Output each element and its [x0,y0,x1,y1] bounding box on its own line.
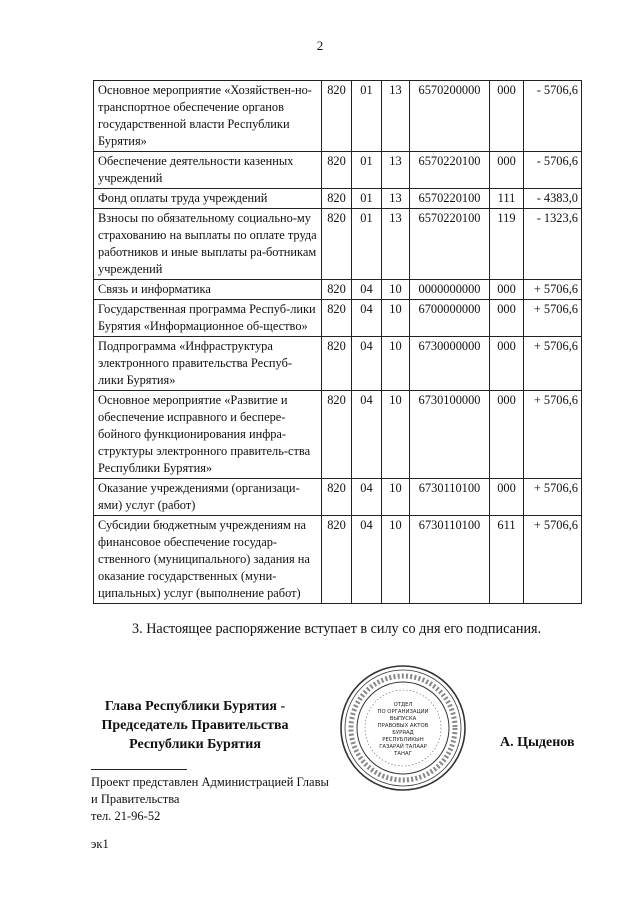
cell-amount: + 5706,6 [524,391,582,479]
table-row [94,152,582,189]
table-row [94,391,582,479]
cell-section: 04 [352,300,382,337]
budget-table [93,80,582,604]
cell-amount: + 5706,6 [524,337,582,391]
cell-name: Государственная программа Респуб-лики Бурятия «Информационное об-щество» [94,300,322,337]
cell-ved: 820 [322,391,352,479]
seal-line-6: РЕСПУБЛИКЫН [382,737,424,743]
cell-name: Оказание учреждениями (организаци-ями) услуг (работ) [94,479,322,516]
cell-name: Субсидии бюджетным учреждениям на финансовое обеспечение государ-ственного (муниципального) задания на оказание государственных (муни-ципальных) услуг (выполнение работ) [94,516,322,604]
signatory-title [96,697,294,754]
cell-name: Основное мероприятие «Развитие и обеспечение исправного и беспере-бойного функционирования инфра-структуры электронного правитель-ства Республики Бурятия» [94,391,322,479]
cell-target-article: 6730110100 [410,516,490,604]
cell-subsection: 10 [382,300,410,337]
cell-target-article: 6730100000 [410,391,490,479]
cell-subsection: 13 [382,152,410,189]
seal-line-2: ПО ОРГАНИЗАЦИИ [377,709,429,715]
paragraph-3: 3. Настоящее распоряжение вступает в силу со дня его подписания. [132,621,542,637]
table-row [94,81,582,152]
table-row [94,516,582,604]
footer-line-2: и Правительства [91,792,180,806]
cell-section: 04 [352,391,382,479]
cell-expense-type: 000 [490,337,524,391]
cell-name: Связь и информатика [94,280,322,300]
cell-target-article: 6570220100 [410,209,490,280]
cell-ved: 820 [322,479,352,516]
cell-subsection: 10 [382,516,410,604]
seal-line-5: БУРЯАД [392,730,414,736]
cell-target-article: 6700000000 [410,300,490,337]
cell-ved: 820 [322,81,352,152]
footer-divider [91,769,187,770]
cell-expense-type: 000 [490,81,524,152]
cell-amount: + 5706,6 [524,479,582,516]
cell-target-article: 6570220100 [410,152,490,189]
cell-amount: - 1323,6 [524,209,582,280]
cell-amount: + 5706,6 [524,280,582,300]
cell-subsection: 10 [382,479,410,516]
cell-expense-type: 119 [490,209,524,280]
cell-ved: 820 [322,152,352,189]
cell-name: Подпрограмма «Инфраструктура электронного правительства Респуб-лики Бурятия» [94,337,322,391]
cell-subsection: 13 [382,189,410,209]
page-number: 2 [316,38,324,53]
seal-line-7: ГАЗАРАЙ ТАЛААР [379,744,427,750]
seal-line-1: ОТДЕЛ [393,702,413,708]
cell-expense-type: 000 [490,300,524,337]
table-row [94,300,582,337]
cell-expense-type: 000 [490,479,524,516]
cell-section: 04 [352,516,382,604]
footer-line-1: Проект представлен Администрацией Главы [91,775,329,789]
cell-section: 04 [352,337,382,391]
signatory-name: А. Цыденов [500,735,575,750]
cell-subsection: 13 [382,81,410,152]
seal-line-3: ВЫПУСКА [389,716,417,722]
cell-ved: 820 [322,189,352,209]
footer-note [91,774,351,825]
cell-section: 04 [352,479,382,516]
cell-ved: 820 [322,516,352,604]
signatory-title-line-2: Председатель Правительства [101,718,289,733]
table-row [94,189,582,209]
cell-expense-type: 000 [490,391,524,479]
table-row [94,280,582,300]
cell-amount: - 4383,0 [524,189,582,209]
cell-amount: - 5706,6 [524,81,582,152]
table-row [94,209,582,280]
cell-section: 01 [352,152,382,189]
cell-expense-type: 000 [490,280,524,300]
cell-section: 04 [352,280,382,300]
cell-ved: 820 [322,337,352,391]
cell-subsection: 10 [382,337,410,391]
cell-section: 01 [352,189,382,209]
seal-line-4: ПРАВОВЫХ АКТОВ [377,723,429,729]
cell-expense-type: 111 [490,189,524,209]
cell-ved: 820 [322,209,352,280]
signatory-title-line-3: Республики Бурятия [129,737,261,752]
cell-name: Взносы по обязательному социально-му страхованию на выплаты по оплате труда работников и иные выплаты ра-ботникам учреждений [94,209,322,280]
cell-target-article: 6570220100 [410,189,490,209]
cell-target-article: 6730000000 [410,337,490,391]
signatory-title-line-1: Глава Республики Бурятия - [104,699,286,714]
cell-subsection: 10 [382,280,410,300]
cell-target-article: 6730110100 [410,479,490,516]
cell-section: 01 [352,81,382,152]
cell-ved: 820 [322,280,352,300]
table-row [94,337,582,391]
cell-target-article: 0000000000 [410,280,490,300]
cell-section: 01 [352,209,382,280]
cell-target-article: 6570200000 [410,81,490,152]
cell-ved: 820 [322,300,352,337]
cell-subsection: 13 [382,209,410,280]
cell-name: Фонд оплаты труда учреждений [94,189,322,209]
table-row [94,479,582,516]
cell-expense-type: 000 [490,152,524,189]
footer-line-3: тел. 21-96-52 [91,809,161,823]
document-code: эк1 [91,837,109,851]
official-seal-icon [338,663,468,793]
cell-amount: + 5706,6 [524,516,582,604]
cell-name: Основное мероприятие «Хозяйствен-но-транспортное обеспечение органов государственной власти Республики Бурятия» [94,81,322,152]
seal-line-8: ТАНАГ [394,751,412,757]
cell-subsection: 10 [382,391,410,479]
cell-name: Обеспечение деятельности казенных учреждений [94,152,322,189]
cell-expense-type: 611 [490,516,524,604]
cell-amount: + 5706,6 [524,300,582,337]
cell-amount: - 5706,6 [524,152,582,189]
